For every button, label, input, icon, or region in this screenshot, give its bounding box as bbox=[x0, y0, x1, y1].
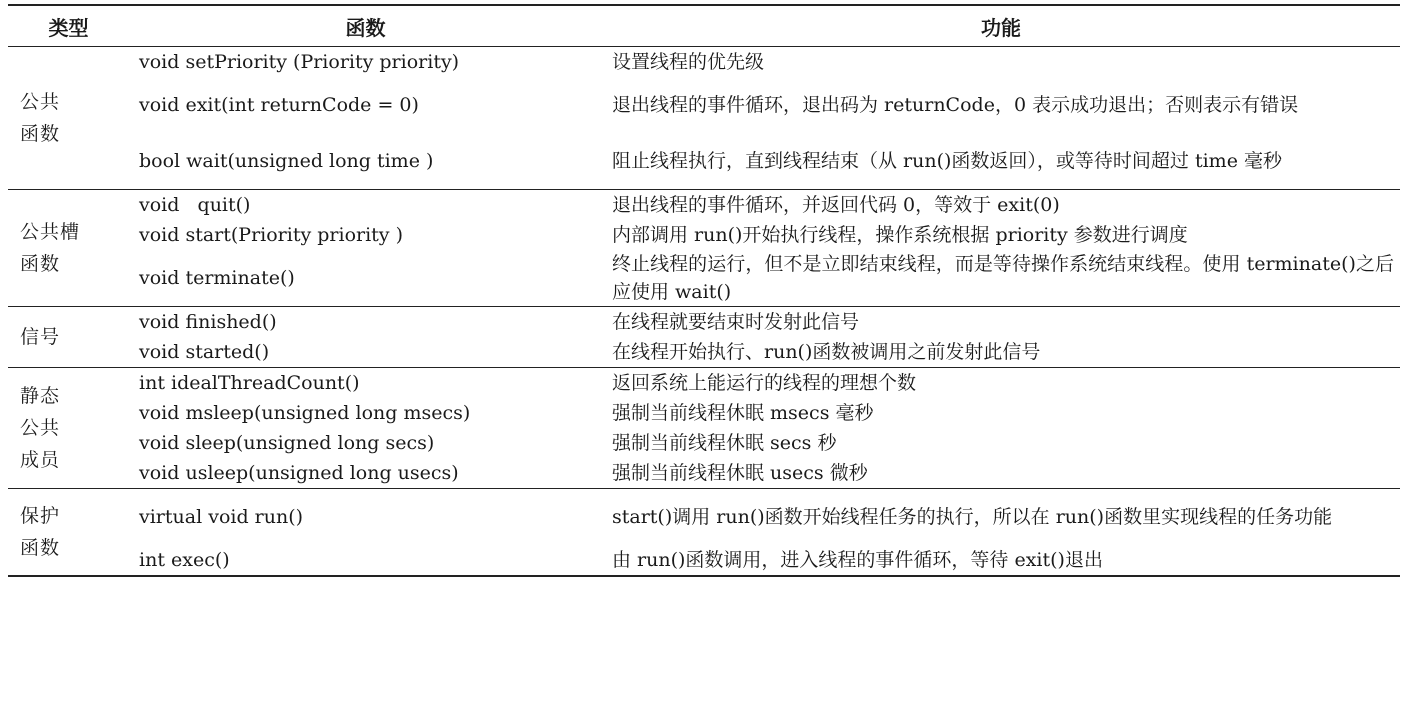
function-description: start()调用 run()函数开始线程任务的执行，所以在 run()函数里实现线程的任务功能 bbox=[612, 506, 1333, 528]
table-row bbox=[8, 398, 1400, 428]
function-description: 强制当前线程休眠 usecs 微秒 bbox=[612, 462, 868, 484]
table-row bbox=[8, 250, 1400, 307]
table-row bbox=[8, 337, 1400, 368]
function-description: 退出线程的事件循环，退出码为 returnCode，0 表示成功退出；否则表示有错误 bbox=[612, 94, 1299, 116]
table-row bbox=[8, 77, 1400, 133]
function-signature: void finished() bbox=[139, 311, 277, 333]
table-row bbox=[8, 458, 1400, 489]
function-signature: void msleep(unsigned long msecs) bbox=[139, 402, 471, 424]
function-description: 设置线程的优先级 bbox=[612, 51, 765, 73]
function-description: 终止线程的运行，但不是立即结束线程，而是等待操作系统结束线程。使用 terminate()之后应使用 wait() bbox=[612, 253, 1394, 303]
table-row bbox=[8, 368, 1400, 399]
function-signature: void start(Priority priority ) bbox=[139, 224, 403, 246]
table-row bbox=[8, 47, 1400, 78]
function-signature: void started() bbox=[139, 341, 270, 363]
group-type-label: 公共槽 函数 bbox=[20, 221, 81, 275]
group-protected-functions bbox=[8, 489, 1400, 577]
function-signature: void exit(int returnCode = 0) bbox=[139, 94, 419, 116]
function-description: 退出线程的事件循环，并返回代码 0，等效于 exit(0) bbox=[612, 194, 1060, 216]
header-row bbox=[8, 5, 1400, 47]
function-description: 强制当前线程休眠 msecs 毫秒 bbox=[612, 402, 874, 424]
table-row bbox=[8, 489, 1400, 546]
function-signature: void setPriority (Priority priority) bbox=[139, 51, 460, 73]
function-signature: virtual void run() bbox=[139, 506, 304, 528]
function-signature: void usleep(unsigned long usecs) bbox=[139, 462, 459, 484]
group-public-functions bbox=[8, 47, 1400, 190]
table-row bbox=[8, 307, 1400, 338]
table-row bbox=[8, 428, 1400, 458]
table-row bbox=[8, 190, 1400, 221]
group-type-label: 保护 函数 bbox=[20, 505, 61, 559]
function-signature: void terminate() bbox=[139, 267, 295, 289]
header-type: 类型 bbox=[48, 15, 89, 40]
function-description: 在线程开始执行、run()函数被调用之前发射此信号 bbox=[612, 341, 1041, 363]
function-description: 阻止线程执行，直到线程结束（从 run()函数返回），或等待时间超过 time 毫秒 bbox=[612, 150, 1282, 172]
table-row bbox=[8, 545, 1400, 576]
function-signature: void quit() bbox=[139, 194, 251, 216]
header-description: 功能 bbox=[981, 15, 1021, 40]
function-description: 在线程就要结束时发射此信号 bbox=[612, 311, 860, 333]
qthread-api-table bbox=[8, 4, 1400, 577]
header-function: 函数 bbox=[345, 15, 386, 40]
function-description: 返回系统上能运行的线程的理想个数 bbox=[612, 372, 917, 394]
group-signals bbox=[8, 307, 1400, 368]
table-header bbox=[8, 5, 1400, 47]
group-static-public-members bbox=[8, 368, 1400, 489]
function-signature: int idealThreadCount() bbox=[139, 372, 360, 394]
group-public-slots bbox=[8, 190, 1400, 307]
function-description: 由 run()函数调用，进入线程的事件循环，等待 exit()退出 bbox=[612, 549, 1103, 571]
table-row bbox=[8, 220, 1400, 250]
group-type-label: 公共 函数 bbox=[20, 91, 61, 145]
group-type-label: 静态 公共 成员 bbox=[20, 385, 61, 471]
group-type-label: 信号 bbox=[20, 326, 61, 348]
table-row bbox=[8, 133, 1400, 190]
function-description: 内部调用 run()开始执行线程，操作系统根据 priority 参数进行调度 bbox=[612, 224, 1188, 246]
function-description: 强制当前线程休眠 secs 秒 bbox=[612, 432, 837, 454]
function-signature: bool wait(unsigned long time ) bbox=[139, 150, 434, 172]
function-signature: void sleep(unsigned long secs) bbox=[139, 432, 435, 454]
function-signature: int exec() bbox=[139, 549, 230, 571]
